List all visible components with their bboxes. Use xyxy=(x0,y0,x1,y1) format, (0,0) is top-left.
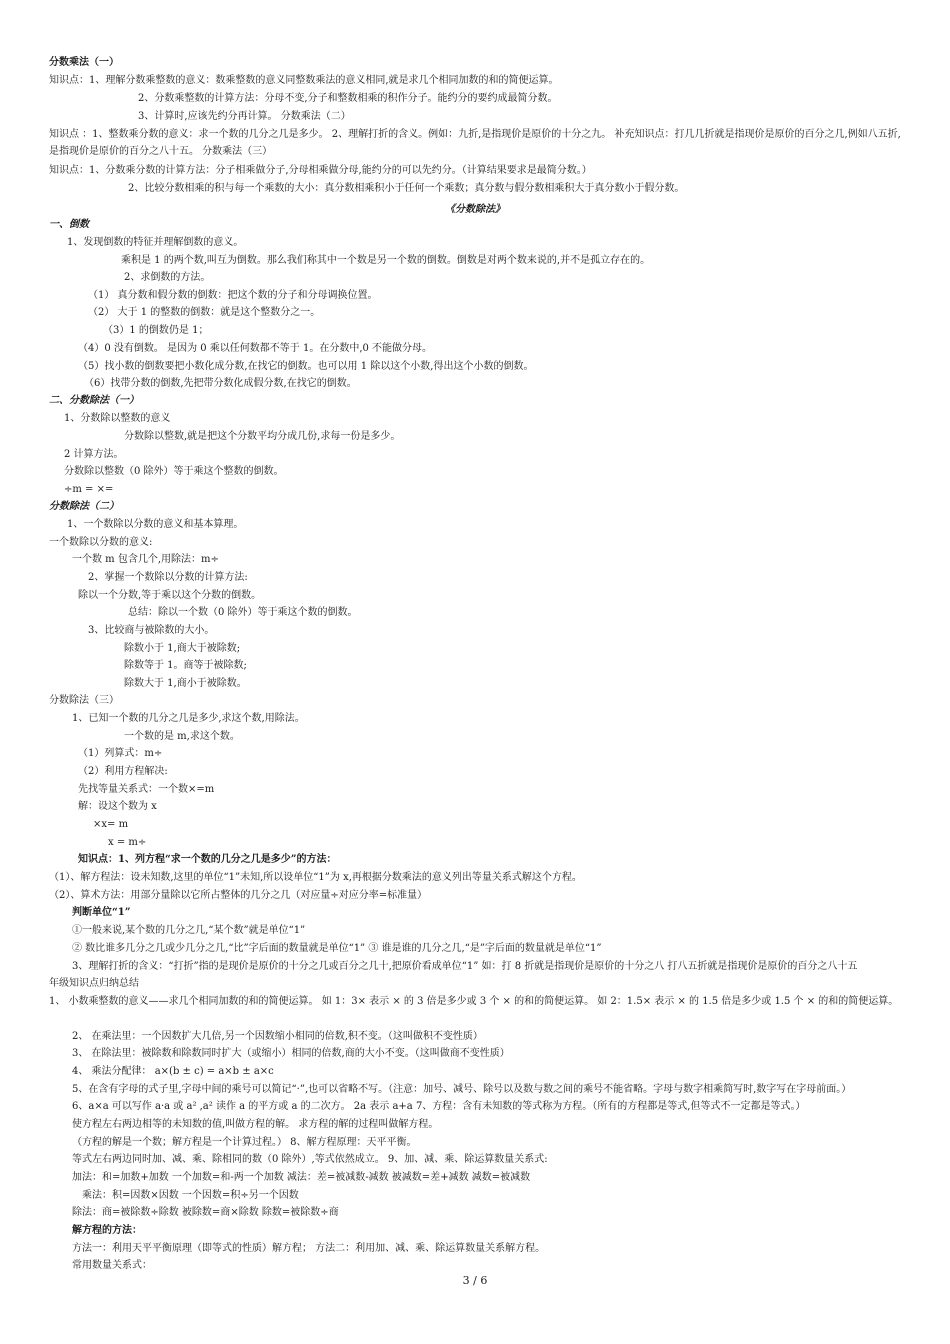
text-line: 3、理解打折的含义：“打折”指的是现价是原价的十分之几或百分之几十,把原价看成单位“1” 如：打 8 折就是指现价是原价的十分之八 打八五折就是指现价是原价的百分之八十五 xyxy=(72,961,858,972)
heading-division-1: 二、分数除法（一） xyxy=(49,395,139,406)
text-line: 1、分数除以整数的意义 xyxy=(64,413,171,424)
text-line: （2）利用方程解决: xyxy=(78,766,168,777)
heading-division-2: 分数除法（二） xyxy=(49,501,119,512)
section-title-fraction-division: 《分数除法》 xyxy=(445,204,505,215)
text-line: （方程的解是一个数；解方程是一个计算过程。） 8、解方程原理：天平平衡。 xyxy=(72,1137,417,1148)
text-line: 1、发现倒数的特征并理解倒数的意义。 xyxy=(67,237,244,248)
text-line: 6、a×a 可以写作 a·a 或 a² ,a² 读作 a 的平方或 a 的二次方。 2a 表示 a+a 7、方程：含有未知数的等式称为方程。（所有的方程都是等式,但等式不一定都是等式。） xyxy=(72,1101,806,1112)
knowledge-point-heading: 知识点：1、列方程“求一个数的几分之几是多少”的方法： xyxy=(78,854,337,865)
text-line: 乘积是 1 的两个数,叫互为倒数。那么我们称其中一个数是另一个数的倒数。倒数是对两个数来说的,并不是孤立存在的。 xyxy=(121,255,651,266)
text-line: 3、 在除法里：被除数和除数同时扩大（或缩小）相同的倍数,商的大小不变。（这叫做商不变性质） xyxy=(72,1048,510,1059)
text-line: 2、 在乘法里：一个因数扩大几倍,另一个因数缩小相同的倍数,积不变。（这叫做积不变性质） xyxy=(72,1031,483,1042)
text-line: （1）、解方程法：设未知数,这里的单位“1”未知,所以设单位“1”为 x,再根据分数乘法的意义列出等量关系式解这个方程。 xyxy=(49,872,582,883)
text-line: （2）、算术方法：用部分量除以它所占整体的几分之几（对应量÷对应分率=标准量） xyxy=(49,890,428,901)
heading-reciprocal: 一、倒数 xyxy=(49,219,89,230)
text-line: 分数除以整数,就是把这个分数平均分成几份,求每一份是多少。 xyxy=(124,431,401,442)
text-line: 知识点：1、理解分数乘整数的意义：数乘整数的意义同整数乘法的意义相同,就是求几个相同加数的和的简便运算。 xyxy=(49,75,559,86)
text-line: （1） 真分数和假分数的倒数：把这个数的分子和分母调换位置。 xyxy=(88,290,378,301)
text-line: 2、掌握一个数除以分数的计算方法: xyxy=(88,572,248,583)
text-line: 2、比较分数相乘的积与每一个乘数的大小：真分数相乘积小于任何一个乘数；真分数与假分数相乘积大于真分数小于假分数。 xyxy=(128,183,685,194)
text-line: 常用数量关系式： xyxy=(72,1260,152,1271)
text-line: 知识点：1、分数乘分数的计算方法：分子相乘做分子,分母相乘做分母,能约分的可以先约分。（计算结果要求是最简分数。） xyxy=(49,165,592,176)
text-line: 除以一个分数,等于乘以这个分数的倒数。 xyxy=(78,590,262,601)
text-line: 使方程左右两边相等的未知数的值,叫做方程的解。 求方程的解的过程叫做解方程。 xyxy=(72,1119,439,1130)
text-paragraph: 1、 小数乘整数的意义——求几个相同加数的和的简便运算。 如 1：3× 表示 × 的 3 倍是多少或 3 个 × 的和的简便运算。 如 2：1.5× 表示 × 的 1.5 倍是多少或 1.5 个 × 的和的简便运算。 xyxy=(49,996,899,1007)
formula-line: x = m÷ xyxy=(108,837,147,848)
text-line: 加法：和=加数+加数 一个加数=和-两一个加数 减法：差=被减数-减数 被减数=差+减数 减数=被减数 xyxy=(72,1172,531,1183)
formula-line: ×x= m xyxy=(93,819,129,830)
text-line: 一个数 m 包含几个,用除法：m÷ xyxy=(72,554,219,565)
text-line: 等式左右两边同时加、减、乘、除相同的数（0 除外）,等式依然成立。 9、加、减、乘、除运算数量关系式: xyxy=(72,1154,548,1165)
text-line: 5、在含有字母的式子里,字母中间的乘号可以简记“·”,也可以省略不写。（注意：加号、减号、除号以及数与数之间的乘号不能省略。字母与数字相乘简写时,数字写在字母前面。） xyxy=(72,1084,852,1095)
text-line: （2） 大于 1 的整数的倒数：就是这个整数分之一。 xyxy=(88,307,321,318)
formula-line: 4、 乘法分配律： a×(b ± c) = a×b ± a×c xyxy=(72,1066,274,1077)
text-line: 总结：除以一个数（0 除外）等于乘这个数的倒数。 xyxy=(128,607,358,618)
text-line: 除法：商=被除数÷除数 被除数=商×除数 除数=被除数÷商 xyxy=(72,1207,339,1218)
text-line: 年级知识点归纳总结 xyxy=(49,978,139,989)
text-line: 一个数的是 m,求这个数。 xyxy=(124,731,240,742)
page-number: 3 / 6 xyxy=(462,1274,488,1287)
text-line: 方法一：利用天平平衡原理（即等式的性质）解方程； 方法二：利用加、减、乘、除运算数量关系解方程。 xyxy=(72,1243,546,1254)
text-line: 除数大于 1,商小于被除数。 xyxy=(124,678,247,689)
text-line: （4）0 没有倒数。 是因为 0 乘以任何数都不等于 1。在分数中,0 不能做分母。 xyxy=(78,343,433,354)
text-line: 乘法：积=因数×因数 一个因数=积÷另一个因数 xyxy=(82,1190,299,1201)
text-line: （5）找小数的倒数要把小数化成分数,在找它的倒数。也可以用 1 除以这个小数,得出这个小数的倒数。 xyxy=(78,361,534,372)
text-line: ② 数比谁多几分之几或少几分之几,“比”字后面的数量就是单位“1” ③ 谁是谁的几分之几,“是”字后面的数量就是单位“1” xyxy=(72,943,602,954)
text-line: 1、一个数除以分数的意义和基本算理。 xyxy=(67,519,244,530)
sub-heading-unit-one: 判断单位“1” xyxy=(72,907,131,918)
text-line: （1）列算式：m÷ xyxy=(78,748,163,759)
text-line: 3、计算时,应该先约分再计算。 分数乘法（二） xyxy=(138,111,351,122)
sub-heading-equation-methods: 解方程的方法： xyxy=(72,1225,142,1236)
heading-division-3: 分数除法（三） xyxy=(49,695,119,706)
text-line: 2、求倒数的方法。 xyxy=(124,272,211,283)
text-line: 1、已知一个数的几分之几是多少,求这个数,用除法。 xyxy=(72,713,305,724)
section-title-fraction-multiplication-1: 分数乘法（一） xyxy=(49,57,119,68)
text-paragraph: 知识点 ：1、整数乘分数的意义：求一个数的几分之几是多少。 2、理解打折的含义。例如：九折,是指现价是原价的十分之九。 补充知识点：打几几折就是指现价是原价的百分之几,例如八五折,是指现价是原价的百分之八十五。 分数乘法（三） xyxy=(49,129,901,157)
text-line: 2 计算方法。 xyxy=(64,449,124,460)
text-line: 先找等量关系式：一个数×=m xyxy=(78,784,215,795)
text-line: 分数除以整数（0 除外）等于乘这个整数的倒数。 xyxy=(64,466,284,477)
text-line: 除数等于 1。商等于被除数; xyxy=(124,660,247,671)
text-line: ①一般来说,某个数的几分之几,“某个数”就是单位“1” xyxy=(72,925,306,936)
text-line: 一个数除以分数的意义: xyxy=(49,537,153,548)
formula-line: ÷m = ×= xyxy=(64,484,114,495)
text-line: 3、比较商与被除数的大小。 xyxy=(88,625,215,636)
text-line: 解：设这个数为 x xyxy=(78,801,157,812)
text-line: （3）1 的倒数仍是 1； xyxy=(103,325,209,336)
text-line: 除数小于 1,商大于被除数; xyxy=(124,643,241,654)
text-line: （6）找带分数的倒数,先把带分数化成假分数,在找它的倒数。 xyxy=(84,378,357,389)
text-line: 2、分数乘整数的计算方法：分母不变,分子和整数相乘的积作分子。能约分的要约成最简分数。 xyxy=(138,93,558,104)
